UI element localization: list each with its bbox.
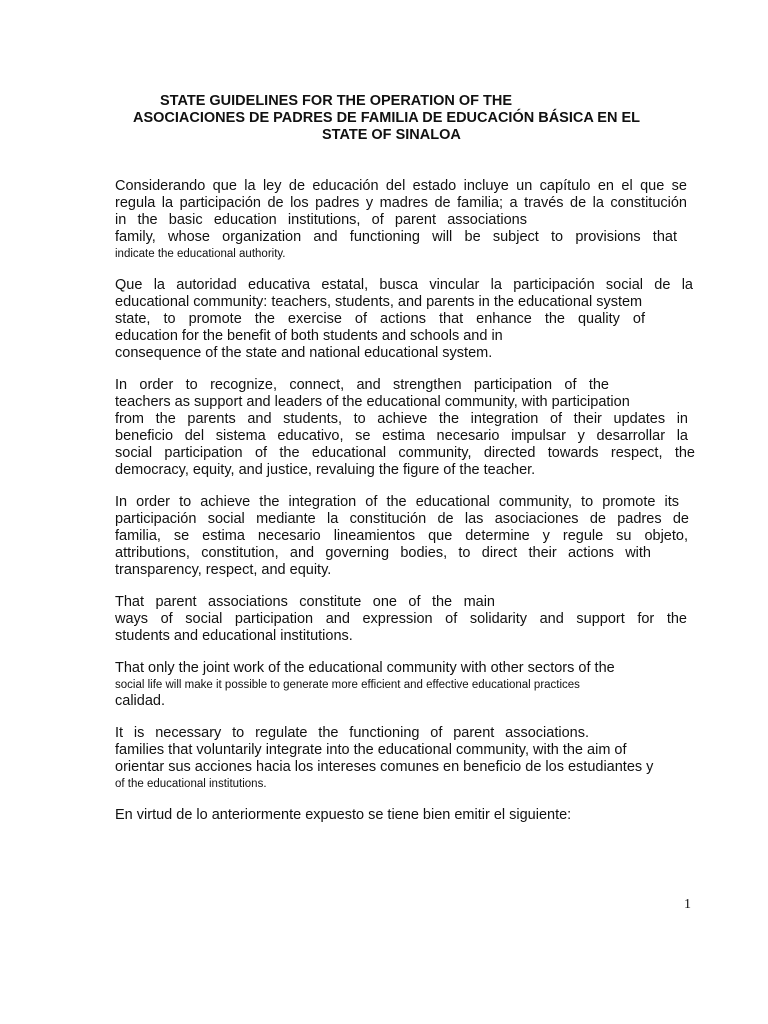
text-line: orientar sus acciones hacia los intereses comunes en beneficio de los estudiantes y	[115, 759, 654, 775]
document-body	[115, 178, 695, 839]
paragraph	[115, 660, 687, 710]
text-line: In order to recognize, connect, and strengthen participation of the	[115, 377, 609, 393]
text-line: calidad.	[115, 693, 165, 709]
document-title-line-2: ASOCIACIONES DE PADRES DE FAMILIA DE EDUCACIÓN BÁSICA EN EL	[133, 110, 641, 126]
text-line: attributions, constitution, and governing bodies, to direct their actions with	[115, 545, 651, 561]
document-title-line-1: STATE GUIDELINES FOR THE OPERATION OF THE	[160, 93, 513, 109]
text-line: state, to promote the exercise of actions that enhance the quality of	[115, 311, 645, 327]
paragraph	[115, 807, 687, 824]
page-number: 1	[684, 897, 691, 912]
text-line: consequence of the state and national educational system.	[115, 345, 493, 361]
text-line: social participation of the educational community, directed towards respect, the	[115, 445, 695, 461]
text-line: That parent associations constitute one of the main	[115, 594, 495, 610]
text-line: familia, se estima necesario lineamientos que determine y regule su objeto,	[115, 528, 688, 544]
text-line: transparency, respect, and equity.	[115, 562, 332, 578]
document-title-line-3: STATE OF SINALOA	[322, 127, 461, 143]
paragraph	[115, 277, 693, 362]
text-line: beneficio del sistema educativo, se estima necesario impulsar y desarrollar la	[115, 428, 688, 444]
text-line: En virtud de lo anteriormente expuesto se tiene bien emitir el siguiente:	[115, 807, 572, 823]
text-line: of the educational institutions.	[115, 778, 267, 790]
text-line: It is necessary to regulate the functioning of parent associations.	[115, 725, 589, 741]
text-line: regula la participación de los padres y madres de familia; a través de la constitución	[115, 195, 687, 211]
text-line: In order to achieve the integration of the educational community, to promote its	[115, 494, 679, 510]
text-line: participación social mediante la constitución de las asociaciones de padres de	[115, 511, 689, 527]
text-line: social life will make it possible to generate more efficient and effective educational practices	[115, 679, 580, 691]
text-line: family, whose organization and functioning will be subject to provisions that	[115, 229, 677, 245]
text-line: That only the joint work of the educational community with other sectors of the	[115, 660, 615, 676]
text-line: families that voluntarily integrate into the educational community, with the aim of	[115, 742, 627, 758]
paragraph	[115, 178, 687, 262]
text-line: indicate the educational authority.	[115, 248, 286, 260]
paragraph	[115, 725, 687, 792]
text-line: in the basic education institutions, of parent associations	[115, 212, 527, 228]
text-line: democracy, equity, and justice, revaluing the figure of the teacher.	[115, 462, 536, 478]
paragraph	[115, 377, 695, 479]
text-line: Que la autoridad educativa estatal, busca vincular la participación social de la	[115, 277, 693, 293]
text-line: students and educational institutions.	[115, 628, 353, 644]
text-line: teachers as support and leaders of the educational community, with participation	[115, 394, 630, 410]
text-line: education for the benefit of both students and schools and in	[115, 328, 503, 344]
paragraph	[115, 494, 687, 579]
text-line: ways of social participation and expression of solidarity and support for the	[115, 611, 687, 627]
text-line: from the parents and students, to achieve the integration of their updates in	[115, 411, 688, 427]
text-line: educational community: teachers, students, and parents in the educational system	[115, 294, 643, 310]
text-line: Considerando que la ley de educación del estado incluye un capítulo en el que se	[115, 178, 687, 194]
paragraph	[115, 594, 687, 645]
